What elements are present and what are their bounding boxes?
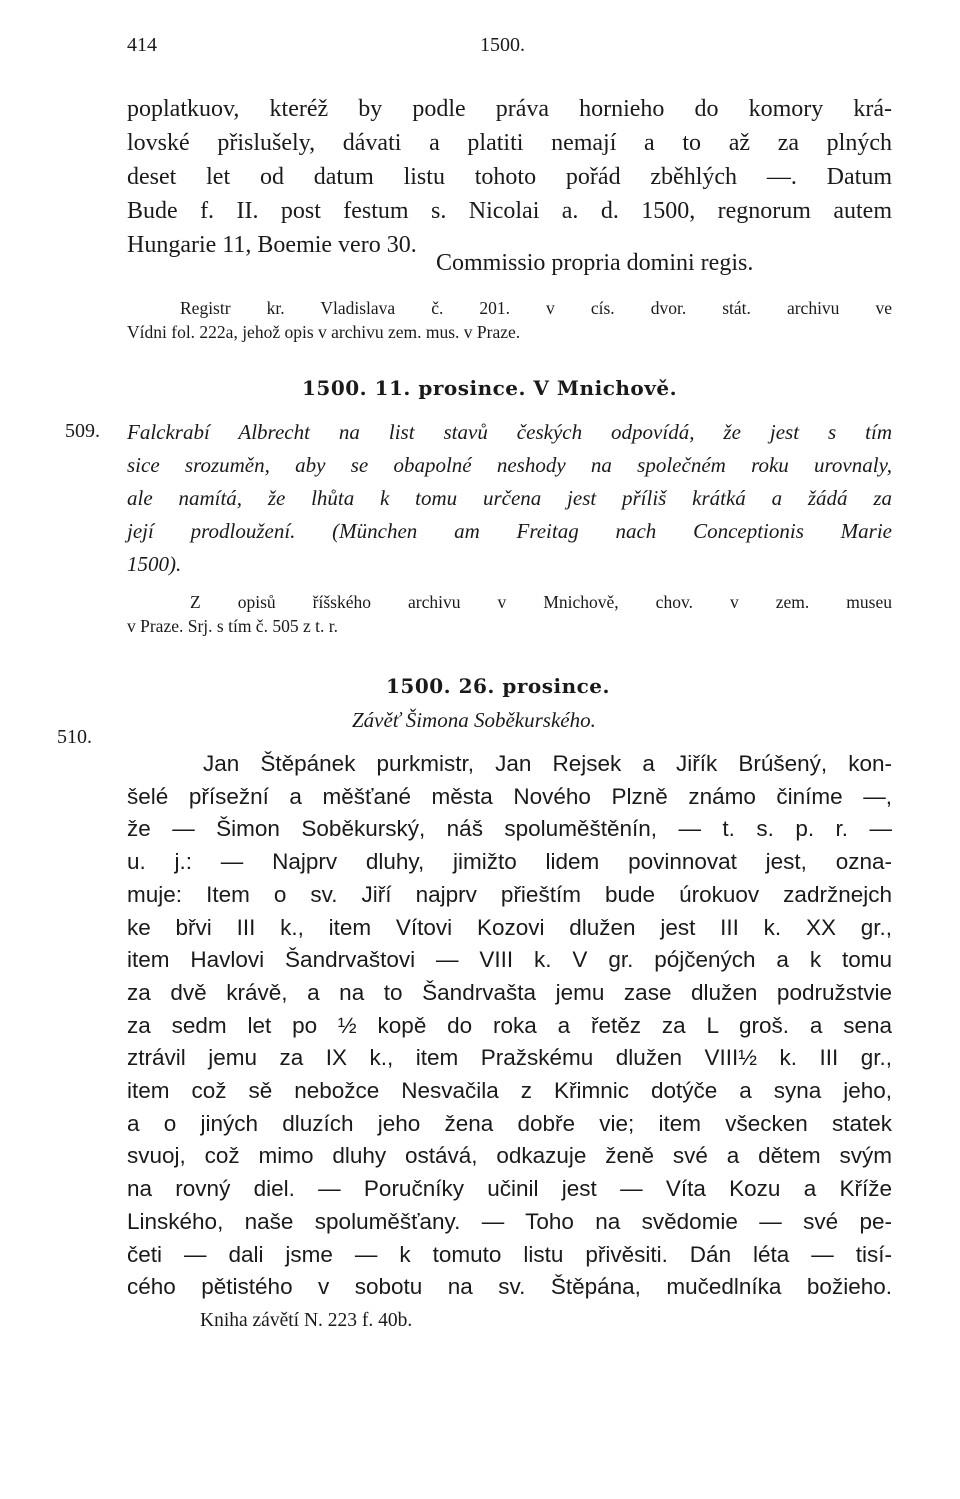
text-line: lovské přislušely, dávati a platiti nemají a to až za plných (127, 130, 892, 156)
body-line: šelé přísežní a měšťané města Nového Plzně známo činíme —, (127, 783, 892, 809)
body-line: na rovný diel. — Poručníky učinil jest — Víta Kozu a Kříže (127, 1176, 892, 1202)
entry-510-source: Kniha závětí N. 223 f. 40b. (200, 1310, 413, 1331)
body-line: u. j.: — Najprv dluhy, jimižto lidem povinnovat jest, ozna- (127, 849, 892, 875)
entry-508-source (180, 296, 892, 320)
body-line: že — Šimon Soběkurský, náš spoluměštěnín, — t. s. p. r. — (127, 816, 892, 842)
abstract-line: její prodloužení. (München am Freitag nach Conceptionis Marie (127, 519, 892, 543)
page-number: 414 (127, 34, 157, 56)
text-line: deset let od datum listu tohoto pořád zběhlých —. Datum (127, 164, 892, 190)
abstract-line: Falckrabí Albrecht na list stavů českých odpovídá, že jest s tím (127, 420, 892, 444)
body-line: ke břvi III k., item Vítovi Kozovi dlužen jest III k. XX gr., (127, 914, 892, 940)
body-line: Linského, naše spoluměšťany. — Toho na svědomie — své pe- (127, 1208, 892, 1234)
commissio-note: Commissio propria domini regis. (436, 250, 754, 276)
body-line: za sedm let po ½ kopě do roka a řetěz za L groš. a sena (127, 1012, 892, 1038)
entry-509-source (190, 590, 892, 614)
entry-509-heading: 1500. 11. prosince. V Mnichově. (302, 376, 678, 400)
running-header-year: 1500. (480, 34, 525, 56)
entry-508-source-cont (127, 320, 892, 344)
body-line: item což sě nebožce Nesvačila z Křimnic dotýče a syna jeho, (127, 1078, 892, 1104)
body-line: Jan Štěpánek purkmistr, Jan Rejsek a Jiřík Brúšený, kon- (203, 751, 892, 776)
entry-510-body (127, 748, 892, 1304)
source-line: v Praze. Srj. s tím č. 505 z t. r. (127, 616, 338, 636)
body-line: a o jiných dluzích jeho žena dobře vie; item všecken statek (127, 1110, 892, 1136)
entry-510-heading: 1500. 26. prosince. (386, 674, 610, 698)
entry-509-source-cont (127, 614, 338, 638)
text-line: Hungarie 11, Boemie vero 30. (127, 232, 417, 258)
text-line: poplatkuov, kteréž by podle práva hornieho do komory krá- (127, 96, 892, 122)
entry-510-title: Závěť Šimona Soběkurského. (352, 708, 596, 732)
text-line: Bude f. II. post festum s. Nicolai a. d. 1500, regnorum autem (127, 198, 892, 224)
body-line: svuoj, což mimo dluhy ostává, odkazuje ženě své a dětem svým (127, 1143, 892, 1169)
abstract-line: sice srozuměn, aby se obapolné neshody na společném roku urovnaly, (127, 453, 892, 477)
body-line: cého pětistého v sobotu na sv. Štěpána, mučedlníka božieho. (127, 1274, 892, 1300)
source-line: Z opisů říšského archivu v Mnichově, chov. v zem. museu (190, 592, 892, 612)
body-line: item Havlovi Šandrvaštovi — VIII k. V gr. pójčených a k tomu (127, 947, 892, 973)
entry-510-number: 510. (57, 726, 92, 748)
body-line: četi — dali jsme — k tomuto listu přivěsiti. Dán léta — tisí- (127, 1241, 892, 1267)
body-line: muje: Item o sv. Jiří najprv přieštím bude úrokuov zadržnejch (127, 881, 892, 907)
source-line: Registr kr. Vladislava č. 201. v cís. dvor. stát. archivu ve (180, 298, 892, 318)
abstract-line: 1500). (127, 552, 182, 576)
entry-509-abstract (127, 416, 892, 581)
abstract-line: ale namítá, že lhůta k tomu určena jest příliš krátká a žádá za (127, 486, 892, 510)
body-line: ztrávil jemu za IX k., item Pražskému dlužen VIII½ k. III gr., (127, 1045, 892, 1071)
entry-509-number: 509. (65, 420, 100, 442)
body-line: za dvě krávě, a na to Šandrvašta jemu zase dlužen podružstvie (127, 979, 892, 1005)
entry-508-text (127, 92, 892, 262)
source-line: Vídni fol. 222a, jehož opis v archivu zem. mus. v Praze. (127, 322, 521, 342)
